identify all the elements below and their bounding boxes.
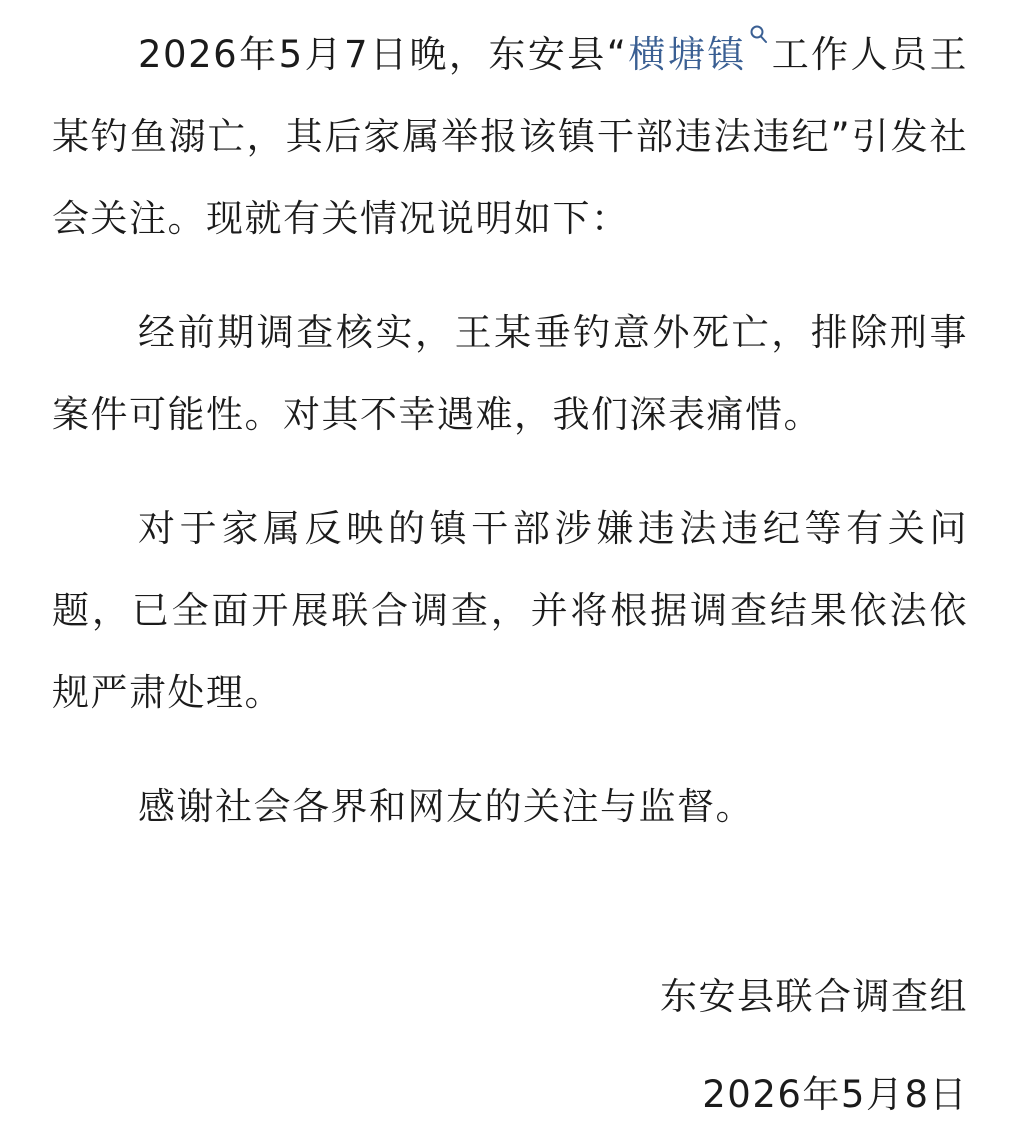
paragraph-joint-investigation: 对于家属反映的镇干部涉嫌违法违纪等有关问题，已全面开展联合调查，并将根据调查结果依法依规严肃处理。 <box>52 507 968 714</box>
signature-date: 2026年5月8日 <box>702 1073 968 1116</box>
search-icon <box>749 24 769 48</box>
town-search-link[interactable] <box>627 33 770 76</box>
signature-organization: 东安县联合调查组 <box>660 975 968 1018</box>
paragraph-investigation-result: 经前期调查核实，王某垂钓意外死亡，排除刑事案件可能性。对其不幸遇难，我们深表痛惜。 <box>52 311 968 436</box>
paragraph-incident <box>52 14 968 260</box>
paragraph-thanks: 感谢社会各界和网友的关注与监督。 <box>138 785 754 828</box>
town-link-label: 横塘镇 <box>627 33 747 76</box>
statement-body <box>52 14 968 848</box>
paragraph-incident-rest: 工作人员王某钓鱼溺亡，其后家属举报该镇干部违法违纪”引发社会关注。现就有关情况说明如下： <box>52 33 969 240</box>
paragraph-incident-lead: 2026年5月7日晚，东安县“ <box>138 33 628 76</box>
